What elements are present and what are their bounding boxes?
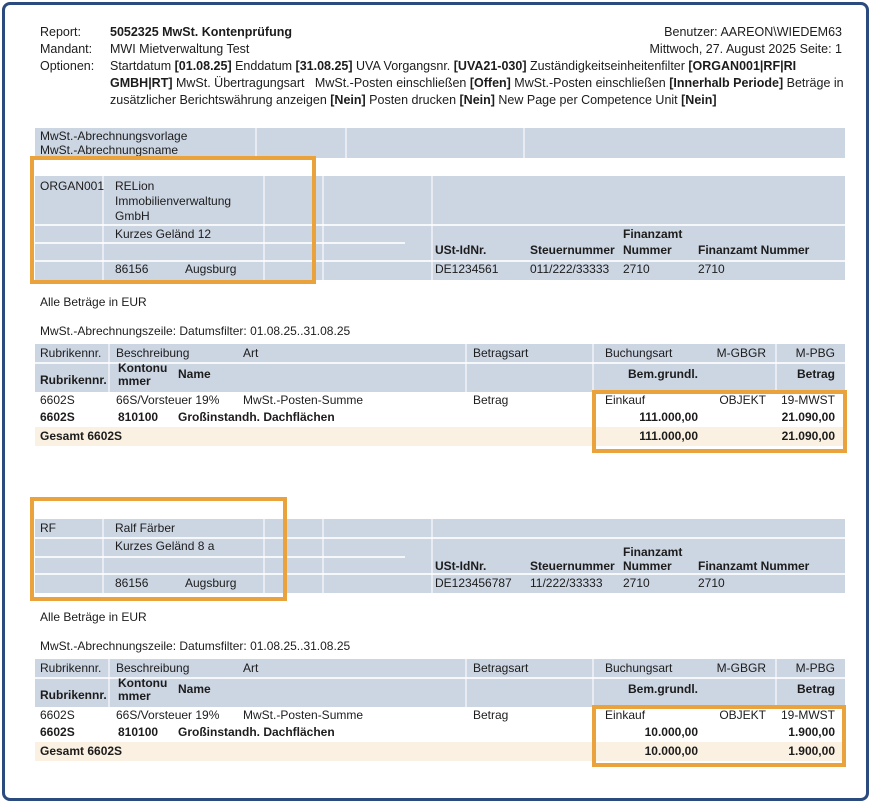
col-betragsart: Betragsart xyxy=(473,661,529,675)
cell-rubrikennr: 6602S xyxy=(40,410,75,424)
table-row xyxy=(35,409,845,427)
cell-rubrikennr: 6602S xyxy=(40,725,75,739)
table-row xyxy=(35,724,845,742)
col-kontonummer: Kontonummer xyxy=(118,361,168,388)
cell-betrag: 21.090,00 xyxy=(781,410,835,424)
cell-beschreibung: 66S/Vorsteuer 19% xyxy=(116,708,220,722)
unit-finanzamt-nr2: 2710 xyxy=(698,576,725,590)
optionen-text: Startdatum [01.08.25] Enddatum [31.08.25] UVA Vorgangsnr. [UVA21-030] Zuständigkeitseinheitenfilter [ORGAN001|RF|RI GMBH|RT] MwSt. Übertragungsart MwSt.-Posten einschließen [Offen] MwSt.-Posten einschließen [Innerhalb Periode] Beträge in zusätzlicher Berichtswährung anzeigen [Nein] Posten drucken [Nein] New Page per Competence Unit [Nein] xyxy=(110,59,844,107)
unit-finanzamt-nr2: 2710 xyxy=(698,262,725,276)
total-bemgrundl: 10.000,00 xyxy=(644,744,698,758)
cell-kontonummer: 810100 xyxy=(118,410,159,424)
unit-band-organ001 xyxy=(35,176,845,280)
vorlage-label: MwSt.-Abrechnungsvorlage xyxy=(40,129,188,143)
total-betrag: 21.090,00 xyxy=(781,429,835,443)
alle-betraege-text: Alle Beträge in EUR xyxy=(40,610,147,624)
column-separator xyxy=(592,659,594,707)
col-mgbgr: M-GBGR xyxy=(716,346,766,360)
unit-code: ORGAN001 xyxy=(40,179,105,193)
unit-code: RF xyxy=(40,521,56,535)
mandant-label: Mandant: xyxy=(40,42,93,56)
steuernummer-label: Steuernummer xyxy=(530,243,615,257)
cell-beschreibung: 66S/Vorsteuer 19% xyxy=(116,393,220,407)
table-row xyxy=(35,707,845,724)
col-art: Art xyxy=(243,346,259,360)
column-separator xyxy=(108,344,110,392)
col-art: Art xyxy=(243,661,259,675)
steuernummer-label: Steuernummer xyxy=(530,559,615,573)
col-betrag: Betrag xyxy=(796,682,835,696)
cell-buchungsart: Einkauf xyxy=(605,708,646,722)
total-betrag: 1.900,00 xyxy=(788,744,835,758)
row-separator xyxy=(35,556,405,558)
cell-rubrikennr: 6602S xyxy=(40,393,75,407)
cell-bemgrundl: 10.000,00 xyxy=(644,725,698,739)
cell-mgbgr: OBJEKT xyxy=(719,708,766,722)
col-name: Name xyxy=(178,367,211,381)
table-header-band xyxy=(35,344,845,392)
unit-band-rf xyxy=(35,519,845,593)
vorlage-band xyxy=(35,128,845,158)
unit-finanzamt-nr: 2710 xyxy=(623,262,650,276)
col-rubrikennr: Rubrikennr. xyxy=(40,346,102,360)
total-label: Gesamt 6602S xyxy=(40,744,123,758)
ustid-label: USt-IdNr. xyxy=(435,243,487,257)
col-bemgrundl: Bem.grundl. xyxy=(627,367,698,381)
row-separator xyxy=(35,242,405,244)
unit-steuernummer: 011/222/33333 xyxy=(530,262,610,276)
finanzamt2-label: Finanzamt Nummer xyxy=(698,559,810,573)
cell-betrag: 1.900,00 xyxy=(788,725,835,739)
col-mpbg: M-PBG xyxy=(795,661,835,675)
zeile-caption: MwSt.-Abrechnungszeile: Datumsfilter: 01.08.25..31.08.25 xyxy=(40,324,351,338)
col-betragsart: Betragsart xyxy=(473,346,529,360)
column-separator xyxy=(592,344,594,392)
table-total-row xyxy=(35,427,845,446)
unit-finanzamt-nr: 2710 xyxy=(623,576,650,590)
finanzamt2-label: Finanzamt Nummer xyxy=(698,243,810,257)
column-separator xyxy=(465,344,467,392)
datum-seite-text: Mittwoch, 27. August 2025 Seite: 1 xyxy=(649,42,842,56)
cell-buchungsart: Einkauf xyxy=(605,393,646,407)
col-betrag: Betrag xyxy=(796,367,835,381)
column-separator xyxy=(465,659,467,707)
cell-mpbg: 19-MWST xyxy=(781,708,835,722)
col-mgbgr: M-GBGR xyxy=(716,661,766,675)
total-label: Gesamt 6602S xyxy=(40,429,123,443)
row-separator xyxy=(35,224,845,226)
total-bemgrundl: 111.000,00 xyxy=(639,429,698,443)
column-separator xyxy=(255,128,257,158)
unit-city: Augsburg xyxy=(185,262,237,276)
table-total-row xyxy=(35,742,845,761)
cell-name: Großinstandh. Dachflächen xyxy=(178,410,335,424)
col-mpbg: M-PBG xyxy=(795,346,835,360)
optionen-label: Optionen: xyxy=(40,59,95,73)
unit-steuernummer: 11/222/33333 xyxy=(530,576,603,590)
col-rubrikennr2: Rubrikennr. xyxy=(40,373,107,387)
unit-zip: 86156 xyxy=(115,576,149,590)
finanzamt-label-top: Finanzamt xyxy=(623,227,683,241)
col-beschreibung: Beschreibung xyxy=(116,346,190,360)
col-beschreibung: Beschreibung xyxy=(116,661,190,675)
cell-bemgrundl: 111.000,00 xyxy=(639,410,698,424)
unit-ustid: DE123456787 xyxy=(435,576,512,590)
column-separator xyxy=(775,344,777,392)
cell-mgbgr: OBJEKT xyxy=(719,393,766,407)
cell-betragsart: Betrag xyxy=(473,393,509,407)
report-label: Report: xyxy=(40,25,81,39)
ustid-label: USt-IdNr. xyxy=(435,559,487,573)
unit-city: Augsburg xyxy=(185,576,237,590)
column-separator xyxy=(523,128,525,158)
cell-name: Großinstandh. Dachflächen xyxy=(178,725,335,739)
cell-betragsart: Betrag xyxy=(473,708,509,722)
col-rubrikennr: Rubrikennr. xyxy=(40,661,102,675)
col-kontonummer: Kontonummer xyxy=(118,676,168,703)
unit-zip: 86156 xyxy=(115,262,149,276)
cell-mpbg: 19-MWST xyxy=(781,393,835,407)
column-separator xyxy=(345,128,347,158)
col-buchungsart: Buchungsart xyxy=(605,661,673,675)
table-header-band xyxy=(35,659,845,707)
col-name: Name xyxy=(178,682,211,696)
cell-kontonummer: 810100 xyxy=(118,725,159,739)
unit-street: Kurzes Geländ 8 a xyxy=(115,539,215,553)
cell-art: MwSt.-Posten-Summe xyxy=(243,393,364,407)
row-separator xyxy=(35,573,845,575)
report-value: 5052325 MwSt. Kontenprüfung xyxy=(110,25,292,39)
finanzamt-label-top: Finanzamt xyxy=(623,545,683,559)
col-rubrikennr2: Rubrikennr. xyxy=(40,688,107,702)
column-separator xyxy=(431,519,433,593)
mandant-value: MWI Mietverwaltung Test xyxy=(110,42,250,56)
column-separator xyxy=(431,176,433,280)
finanzamt-label-bottom: Nummer xyxy=(623,559,672,573)
alle-betraege-text: Alle Beträge in EUR xyxy=(40,295,147,309)
col-buchungsart: Buchungsart xyxy=(605,346,673,360)
cell-art: MwSt.-Posten-Summe xyxy=(243,708,364,722)
col-bemgrundl: Bem.grundl. xyxy=(627,682,698,696)
column-separator xyxy=(322,176,324,280)
unit-ustid: DE1234561 xyxy=(435,262,499,276)
column-separator xyxy=(775,659,777,707)
zeile-caption: MwSt.-Abrechnungszeile: Datumsfilter: 01.08.25..31.08.25 xyxy=(40,639,351,653)
column-separator xyxy=(108,659,110,707)
benutzer-text: Benutzer: AAREON\WIEDEM63 xyxy=(664,25,842,39)
cell-rubrikennr: 6602S xyxy=(40,708,75,722)
unit-street: Kurzes Geländ 12 xyxy=(115,227,212,241)
abrechnungsname-label: MwSt.-Abrechnungsname xyxy=(40,143,179,157)
unit-name: RELion Immobilienverwaltung GmbH xyxy=(115,179,232,223)
unit-name: Ralf Färber xyxy=(115,521,176,535)
table-row xyxy=(35,392,845,409)
finanzamt-label-bottom: Nummer xyxy=(623,243,672,257)
